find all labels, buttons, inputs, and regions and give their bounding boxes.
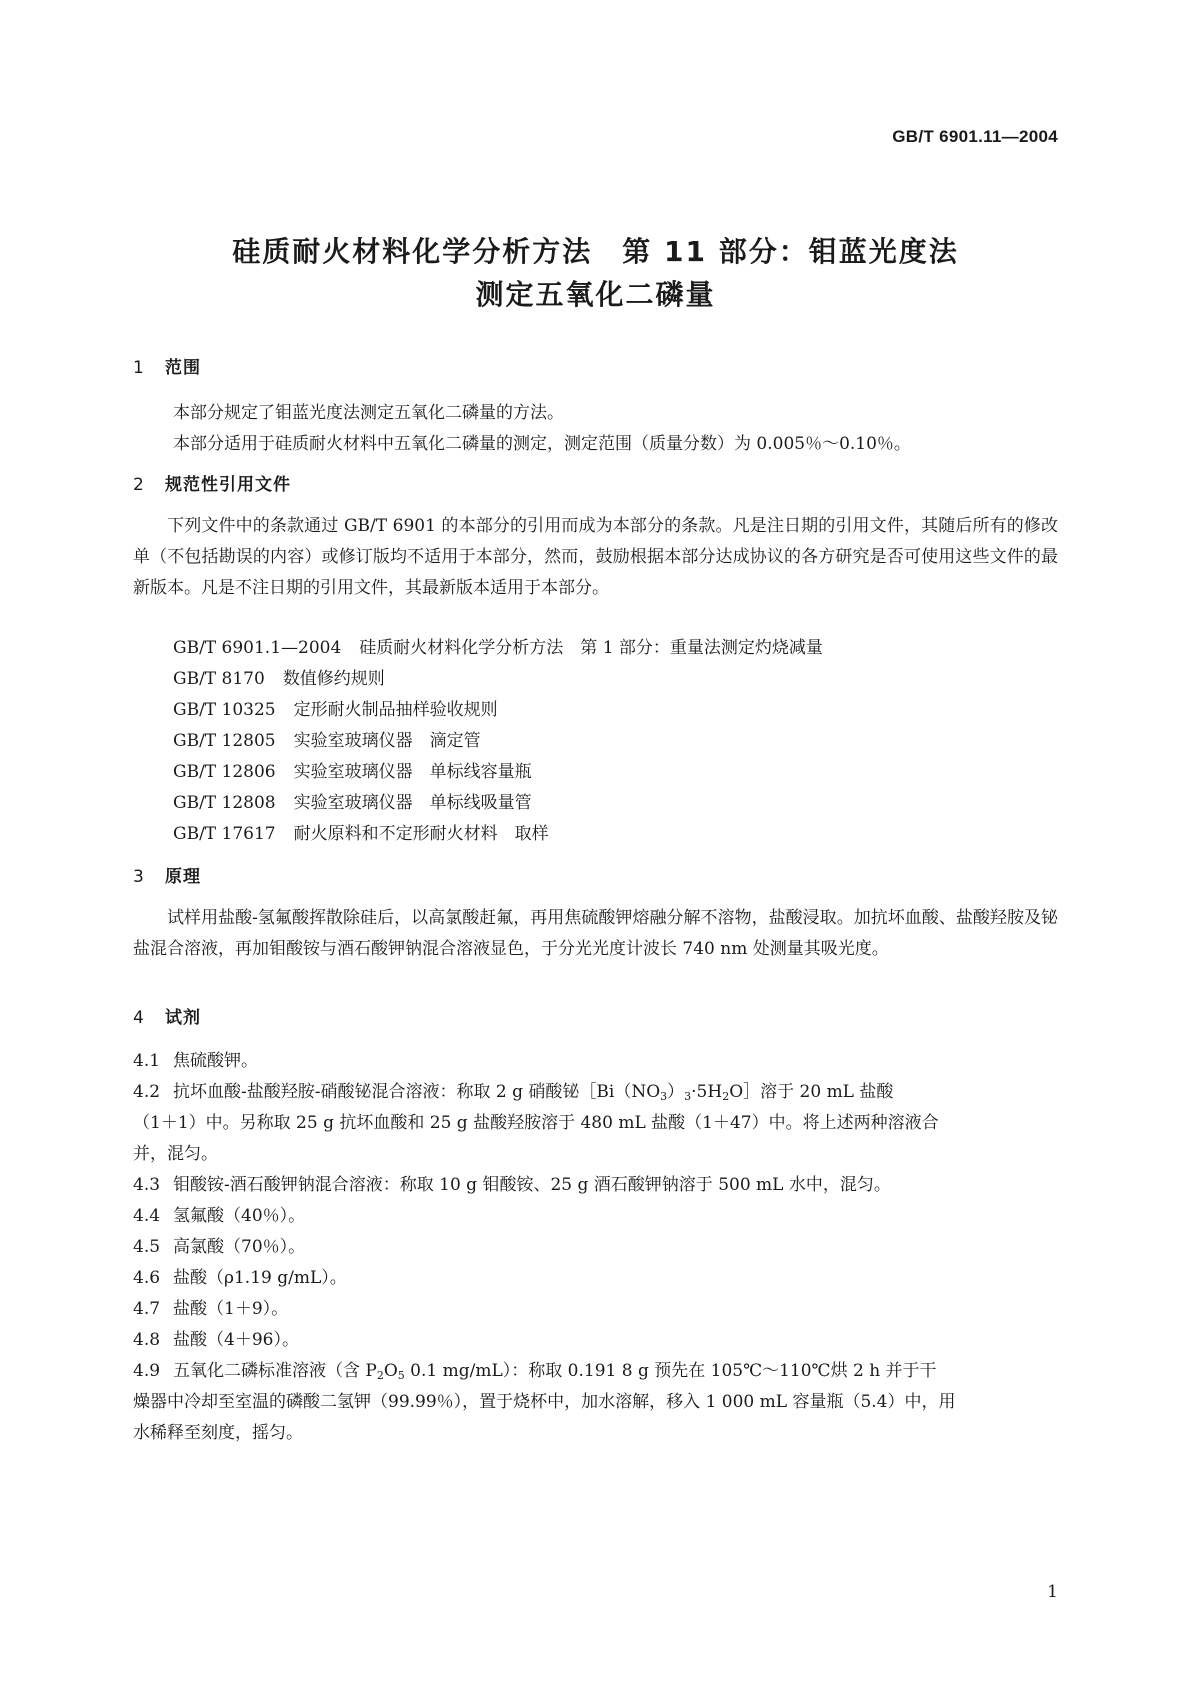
- reagent-item: [133, 1046, 1058, 1071]
- subscript: 5: [397, 1369, 405, 1382]
- section-2-heading: [133, 470, 291, 495]
- section-1-para-1: 本部分规定了钼蓝光度法测定五氧化二磷量的方法。: [173, 403, 564, 423]
- subscript: 2: [722, 1090, 730, 1103]
- reagent-text: 抗坏血酸-盐酸羟胺-硝酸铋混合溶液：称取 2 g 硝酸铋［Bi（NO: [173, 1082, 661, 1102]
- reference-code: GB/T 10325: [173, 700, 276, 720]
- clause-number: 4.7: [133, 1299, 161, 1319]
- reagent-item-continued: （1＋1）中。另称取 25 g 抗坏血酸和 25 g 盐酸羟胺溶于 480 mL 盐酸（1＋47）中。将上述两种溶液合: [133, 1113, 939, 1133]
- document-title-line2: 测定五氧化二磷量: [475, 278, 716, 311]
- standard-number: GB/T 6901.11—2004: [892, 127, 1058, 146]
- reference-code: GB/T 12805: [173, 731, 276, 751]
- reagent-text: 盐酸（4＋96）。: [173, 1330, 299, 1350]
- section-title: 原理: [165, 867, 201, 887]
- reagent-item: [133, 1263, 1058, 1288]
- reference-code: GB/T 8170: [173, 669, 265, 689]
- section-number: 4: [133, 1008, 145, 1028]
- reference-item: [173, 788, 532, 813]
- reagent-item: [133, 1294, 1058, 1319]
- intro-text: 下列文件中的条款通过 GB/T 6901 的本部分的引用而成为本部分的条款。凡是注日期的引用文件，其随后所有的修改单（不包括勘误的内容）或修订版均不适用于本部分，然而，鼓励根据本部分达成协议的各方研究是否可使用这些文件的最新版本。凡是不注日期的引用文件，其最新版本适用于本部分。: [133, 516, 1058, 598]
- reagent-text: 盐酸（ρ1.19 g/mL）。: [173, 1268, 347, 1288]
- reference-title: 硅质耐火材料化学分析方法 第 1 部分：重量法测定灼烧减量: [359, 638, 823, 658]
- reference-code: GB/T 12808: [173, 793, 276, 813]
- reagent-item-continued: 并，混匀。: [133, 1144, 218, 1164]
- reagent-text: O］溶于 20 mL 盐酸: [729, 1082, 894, 1102]
- clause-number: 4.6: [133, 1268, 161, 1288]
- section-3-para: [133, 903, 1058, 965]
- reagent-item: [133, 1077, 1058, 1103]
- reference-title: 实验室玻璃仪器 单标线容量瓶: [293, 762, 532, 782]
- reference-title: 实验室玻璃仪器 滴定管: [293, 731, 481, 751]
- section-number: 3: [133, 867, 145, 887]
- clause-number: 4.9: [133, 1361, 161, 1381]
- section-number: 1: [133, 358, 145, 378]
- clause-number: 4.3: [133, 1175, 161, 1195]
- reference-item: [173, 695, 498, 720]
- reagent-text: 高氯酸（70％）。: [173, 1237, 306, 1257]
- reagent-item-continued: 燥器中冷却至室温的磷酸二氢钾（99.99％），置于烧杯中，加水溶解，移入 1 000 mL 容量瓶（5.4）中，用: [133, 1392, 956, 1412]
- reference-code: GB/T 17617: [173, 824, 276, 844]
- subscript: 2: [376, 1369, 384, 1382]
- reference-item: [173, 633, 823, 658]
- reagent-text: 氢氟酸（40％）。: [173, 1206, 306, 1226]
- clause-number: 4.4: [133, 1206, 161, 1226]
- subscript: 3: [684, 1090, 692, 1103]
- reagent-text: 0.1 mg/mL）：称取 0.191 8 g 预先在 105℃～110℃烘 2 h 并于干: [404, 1361, 937, 1381]
- clause-number: 4.1: [133, 1051, 161, 1071]
- reagent-text: 焦硫酸钾。: [173, 1051, 258, 1071]
- section-2-intro: [133, 511, 1058, 604]
- section-1-heading: [133, 353, 201, 378]
- reagent-item: [133, 1325, 1058, 1350]
- reference-title: 数值修约规则: [282, 669, 385, 689]
- reference-code: GB/T 12806: [173, 762, 276, 782]
- reference-title: 实验室玻璃仪器 单标线吸量管: [293, 793, 532, 813]
- reference-code: GB/T 6901.1—2004: [173, 638, 342, 658]
- reference-item: [173, 726, 481, 751]
- section-title: 范围: [165, 358, 201, 378]
- reagent-text: 钼酸铵-酒石酸钾钠混合溶液：称取 10 g 钼酸铵、25 g 酒石酸钾钠溶于 500 mL 水中，混匀。: [173, 1175, 891, 1195]
- section-1-para-2: 本部分适用于硅质耐火材料中五氧化二磷量的测定，测定范围（质量分数）为 0.005％～0.10％。: [173, 434, 911, 454]
- section-4-heading: [133, 1003, 201, 1028]
- reagent-text: 盐酸（1＋9）。: [173, 1299, 289, 1319]
- document-title-line1: 硅质耐火材料化学分析方法 第 11 部分：钼蓝光度法: [232, 235, 959, 268]
- reagent-text: ）: [667, 1082, 685, 1102]
- section-number: 2: [133, 475, 145, 495]
- section-3-heading: [133, 862, 201, 887]
- clause-number: 4.8: [133, 1330, 161, 1350]
- principle-text: 试样用盐酸-氢氟酸挥散除硅后，以高氯酸赶氟，再用焦硫酸钾熔融分解不溶物，盐酸浸取。加抗坏血酸、盐酸羟胺及铋盐混合溶液，再加钼酸铵与酒石酸钾钠混合溶液显色，于分光光度计波长 740 nm 处测量其吸光度。: [133, 908, 1058, 959]
- reference-item: [173, 819, 549, 844]
- section-title: 规范性引用文件: [165, 475, 291, 495]
- reference-title: 定形耐火制品抽样验收规则: [293, 700, 498, 720]
- reagent-item-continued: 水稀释至刻度，摇匀。: [133, 1423, 303, 1443]
- section-title: 试剂: [165, 1008, 201, 1028]
- reference-title: 耐火原料和不定形耐火材料 取样: [293, 824, 549, 844]
- reagent-item: [133, 1170, 1058, 1195]
- reference-item: [173, 757, 532, 782]
- subscript: 3: [660, 1090, 668, 1103]
- page-number: 1: [1047, 1582, 1058, 1602]
- clause-number: 4.2: [133, 1082, 161, 1102]
- reagent-text: 五氧化二磷标准溶液（含 P: [173, 1361, 377, 1381]
- reagent-item: [133, 1201, 1058, 1226]
- reference-item: [173, 664, 385, 689]
- reagent-item: [133, 1232, 1058, 1257]
- reagent-item: [133, 1356, 1058, 1382]
- reagent-text: O: [383, 1361, 398, 1381]
- clause-number: 4.5: [133, 1237, 161, 1257]
- reagent-text: ·5H: [691, 1082, 723, 1102]
